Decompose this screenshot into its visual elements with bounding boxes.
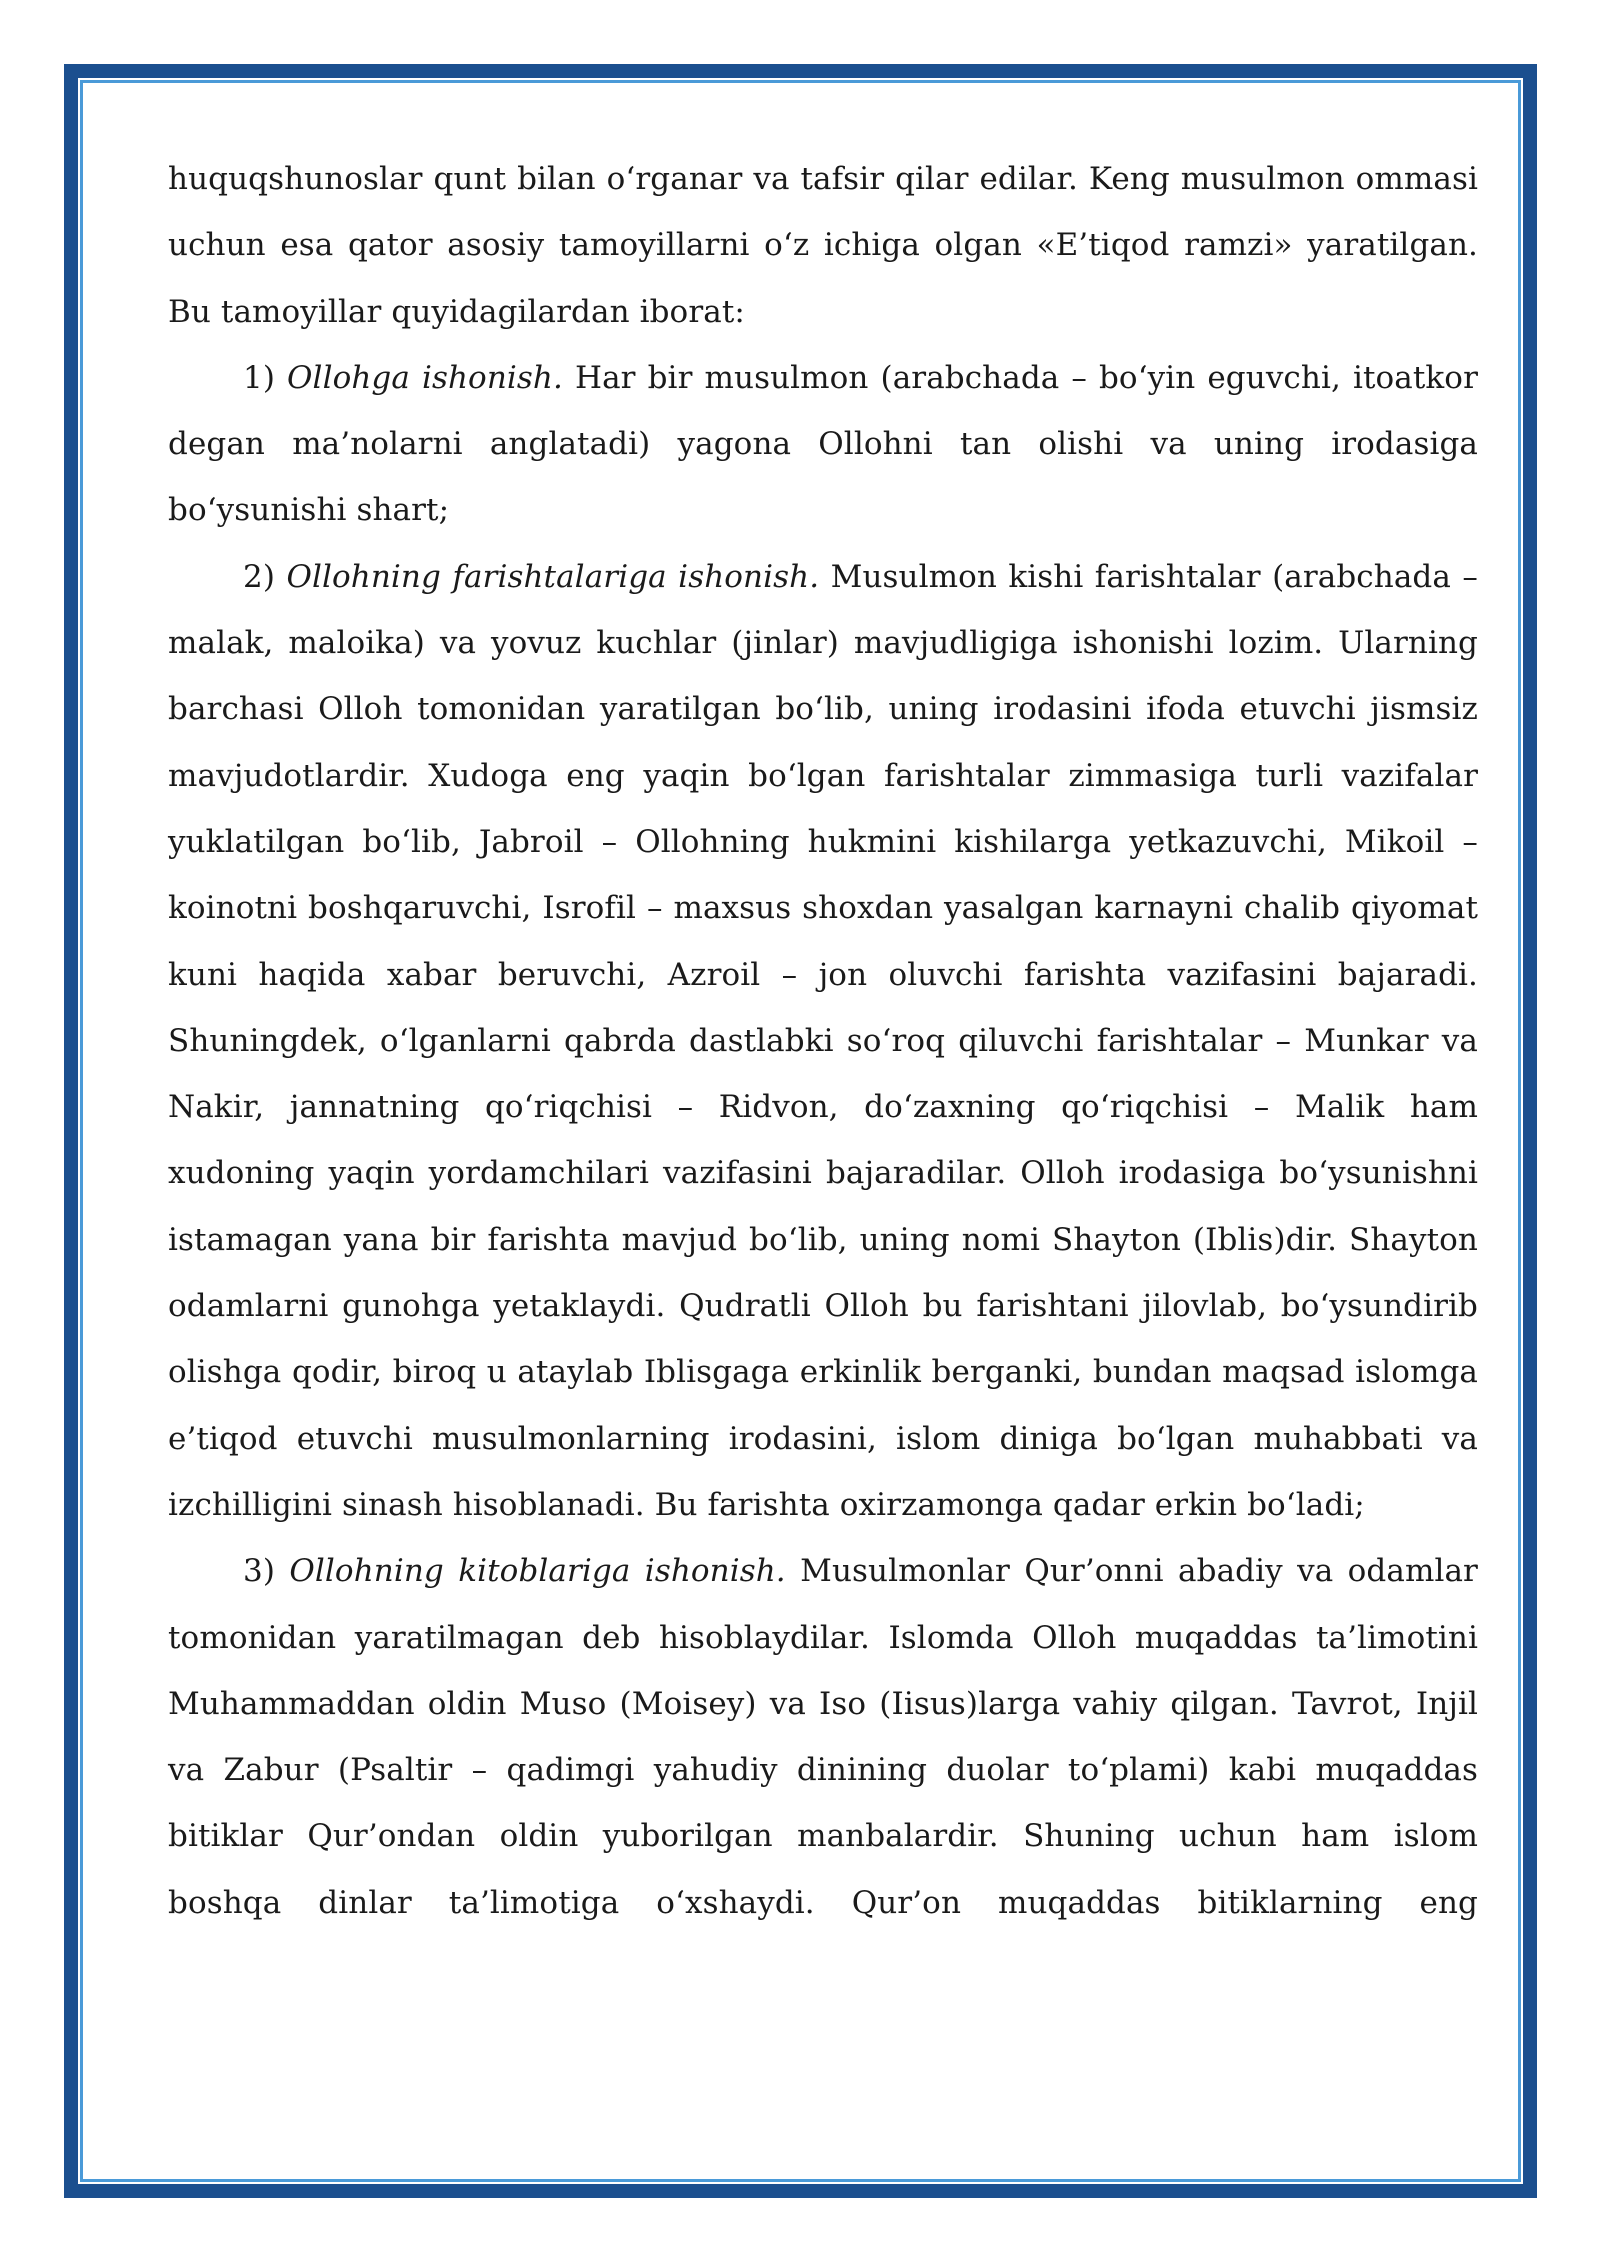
list-number: 2) xyxy=(243,558,287,595)
paragraph-text: Musulmon kishi farishtalar (arabchada – malak, maloika) va yovuz kuchlar (jinlar) mavjudligiga ishonishi lozim. Ularning barchasi Olloh tomonidan yaratilgan bo‘lib, uning irodasini ifoda etuvchi jismsiz mavjudotlardir. Xudoga eng yaqin bo‘lgan farishtalar zimmasiga turli vazifalar yuklatilgan bo‘lib, Jabroil – Ollohning hukmini kishilarga yetkazuvchi, Mikoil – koinotni boshqaruvchi, Isrofil – maxsus shoxdan yasalgan karnayni chalib qiyomat kuni haqida xabar beruvchi, Azroil – jon oluvchi farishta vazifasini bajaradi. Shuningdek, o‘lganlarni qabrda dastlabki so‘roq qiluvchi farishtalar – Munkar va Nakir, jannatning qo‘riqchisi – Ridvon, do‘zaxning qo‘riqchisi – Malik ham xudoning yaqin yordamchilari vazifasini bajaradilar. Olloh irodasiga bo‘ysunishni istamagan yana bir farishta mavjud bo‘lib, uning nomi Shayton (Iblis)dir. Shayton odamlarni gunohga yetaklaydi. Qudratli Olloh bu farishtani jilovlab, bo‘ysundirib olishga qodir, biroq u ataylab Iblisgaga erkinlik berganki, bundan maqsad islomga e’tiqod etuvchi musulmonlarning irodasini, islom diniga bo‘lgan muhabbati va izchilligini sinash hisoblanadi. Bu farishta oxirzamonga qadar erkin bo‘ladi; xyxy=(168,558,1478,1523)
paragraph-intro xyxy=(168,146,1478,345)
document-body xyxy=(168,146,1478,1936)
paragraph-heading: Ollohning kitoblariga ishonish. xyxy=(289,1553,786,1590)
paragraph-heading: Ollohning farishtalariga ishonish. xyxy=(286,558,820,595)
paragraph-belief-in-books xyxy=(168,1538,1478,1936)
paragraph-text: huquqshunoslar qunt bilan o‘rganar va tafsir qilar edilar. Keng musulmon ommasi uchun esa qator asosiy tamoyillarni o‘z ichiga olgan «E’tiqod ramzi» yaratilgan. Bu tamoyillar quyidagilardan iborat: xyxy=(168,161,1478,330)
paragraph-text: Musulmonlar Qur’onni abadiy va odamlar tomonidan yaratilmagan deb hisoblaydilar. Islomda Olloh muqaddas ta’limotini Muhammaddan oldin Muso (Moisey) va Iso (Iisus)larga vahiy qilgan. Tavrot, Injil va Zabur (Psaltir – qadimgi yahudiy dinining duolar to‘plami) kabi muqaddas bitiklar Qur’ondan oldin yuborilgan manbalardir. Shuning uchun ham islom boshqa dinlar ta’limotiga o‘xshaydi. Qur’on muqaddas bitiklarning eng xyxy=(168,1553,1478,1921)
paragraph-belief-in-god xyxy=(168,345,1478,544)
paragraph-belief-in-angels xyxy=(168,544,1478,1538)
list-number: 1) xyxy=(243,359,288,396)
list-number: 3) xyxy=(243,1553,290,1590)
paragraph-text: Har bir musulmon (arabchada – bo‘yin eguvchi, itoatkor degan ma’nolarni anglatadi) yagona Ollohni tan olishi va uning irodasiga bo‘ysunishi shart; xyxy=(168,359,1478,529)
paragraph-heading: Ollohga ishonish. xyxy=(287,359,563,396)
